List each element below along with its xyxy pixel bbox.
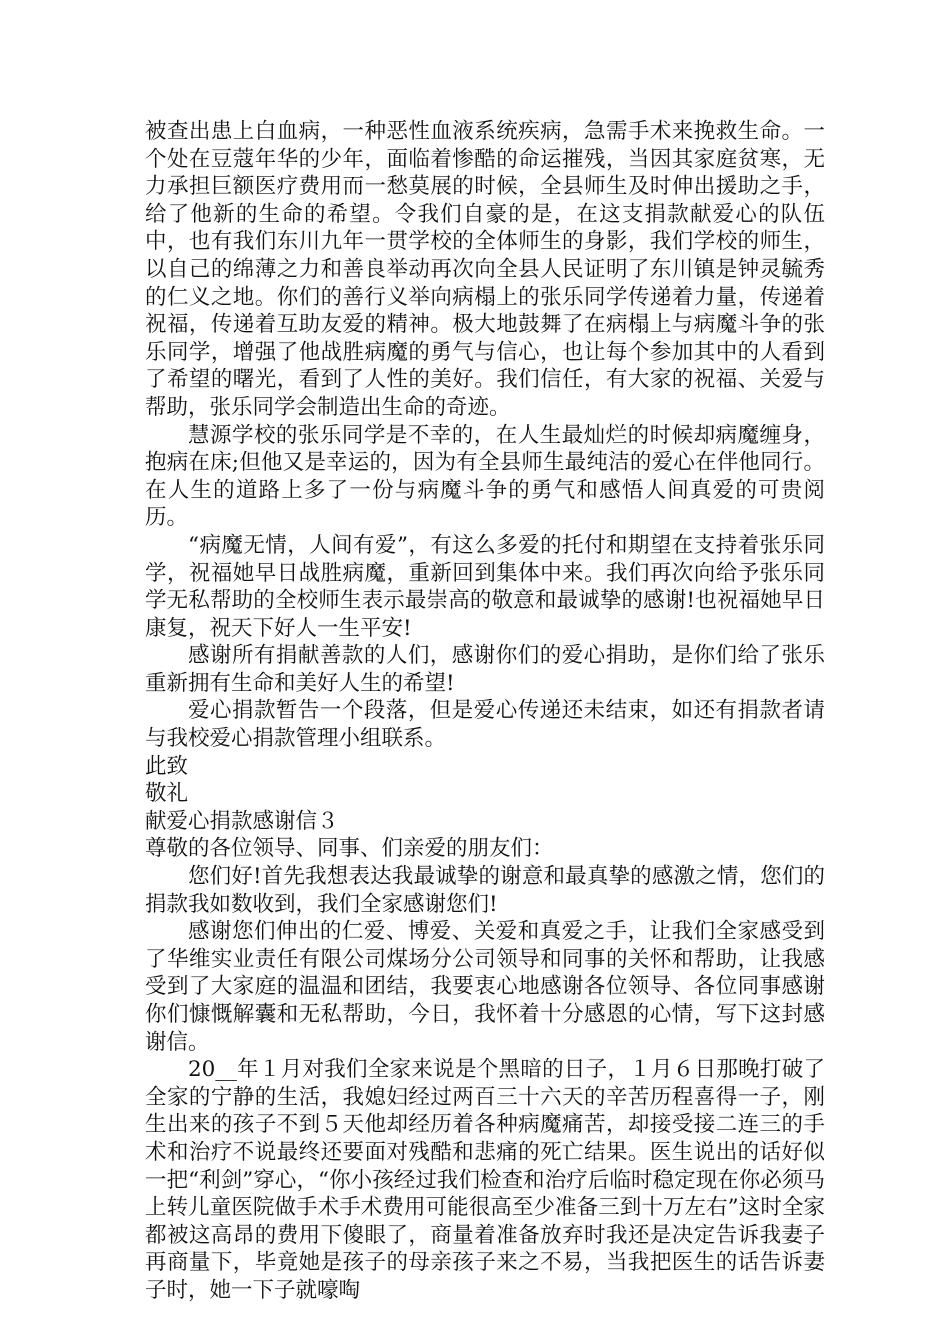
paragraph-thanks-colleagues: 感谢您们伸出的仁爱、博爱、关爱和真爱之手，让我们全家感受到了华维实业责任有限公司煤场分公司领导和同事的关怀和帮助，让我感受到了大家庭的温温和团结，我要衷心地感谢各位领导、各位同事感谢你们慷慨解囊和无私帮助，今日，我怀着十分感恩的心情，写下这封感谢信。 bbox=[145, 919, 825, 1055]
closing-regards: 敬礼 bbox=[145, 781, 189, 807]
letter-title: 献爱心捐款感谢信３ bbox=[145, 808, 339, 834]
paragraph-zhangle-fortune: 慧源学校的张乐同学是不幸的，在人生最灿烂的时候却病魔缠身，抱病在床;但他又是幸运的，因为有全县师生最纯洁的爱心在伴他同行。在人生的道路上多了一份与病魔斗争的勇气和感悟人间真爱的可贵阅历。 bbox=[145, 422, 825, 531]
paragraph-blessing: “病魔无情，人间有爱”，有这么多爱的托付和期望在支持着张乐同学，祝福她早日战胜病魔，重新回到集体中来。我们再次向给予张乐同学无私帮助的全校师生表示最崇高的敬意和最诚挚的感谢!也祝福她早日康复，祝天下好人一生平安! bbox=[145, 532, 825, 641]
paragraph-continuation: 被查出患上白血病，一种恶性血液系统疾病，急需手术来挽救生命。一个处在豆蔻年华的少年，面临着惨酷的命运摧残，当因其家庭贫寒，无力承担巨额医疗费用而一愁莫展的时候，全县师生及时伸出援助之手，给了他新的生命的希望。令我们自豪的是，在这支捐款献爱心的队伍中，也有我们东川九年一贯学校的全体师生的身影，我们学校的师生，以自己的绵薄之力和善良举动再次向全县人民证明了东川镇是钟灵毓秀的仁义之地。你们的善行义举向病榻上的张乐同学传递着力量，传递着祝福，传递着互助友爱的精神。极大地鼓舞了在病榻上与病魔斗争的张乐同学，增强了他战胜病魔的勇气与信心，也让每个参加其中的人看到了希望的曙光，看到了人性的美好。我们信任，有大家的祝福、关爱与帮助，张乐同学会制造出生命的奇迹。 bbox=[145, 119, 825, 420]
paragraph-donation-pause: 爱心捐款暂告一个段落，但是爱心传递还未结束，如还有捐款者请与我校爱心捐款管理小组联系。 bbox=[145, 698, 825, 752]
closing-salutation: 此致 bbox=[145, 753, 189, 779]
letter-greeting: 尊敬的各位领导、同事、们亲爱的朋友们： bbox=[145, 836, 554, 862]
paragraph-gratitude: 您们好!首先我想表达我最诚挚的谢意和最真挚的感激之情，您们的捐款我如数收到，我们全家感谢您们! bbox=[145, 864, 825, 917]
document-page bbox=[145, 118, 825, 1305]
paragraph-story: 20__年１月对我们全家来说是个黑暗的日子，１月６日那晚打破了全家的宁静的生活，我媳妇经过两百三十六天的辛苦历程喜得一子，刚生出来的孩子不到５天他却经历着各种病魔痛苦，却接受接二连三的手术和治疗不说最终还要面对残酷和悲痛的死亡结果。医生说出的话好似一把“利剑”穿心，“你小孩经过我们检查和治疗后临时稳定现在你必须马上转儿童医院做手术手术费用可能很高至少准备三到十万左右”这时全家都被这高昂的费用下傻眼了，商量着准备放弃时我还是决定告诉我妻子再商量下，毕竟她是孩子的母亲孩子来之不易，当我把医生的话告诉妻子时，她一下子就嚎啕 bbox=[145, 1057, 825, 1303]
paragraph-thanks-donors: 感谢所有捐献善款的人们，感谢你们的爱心捐助，是你们给了张乐重新拥有生命和美好人生的希望! bbox=[145, 643, 825, 696]
